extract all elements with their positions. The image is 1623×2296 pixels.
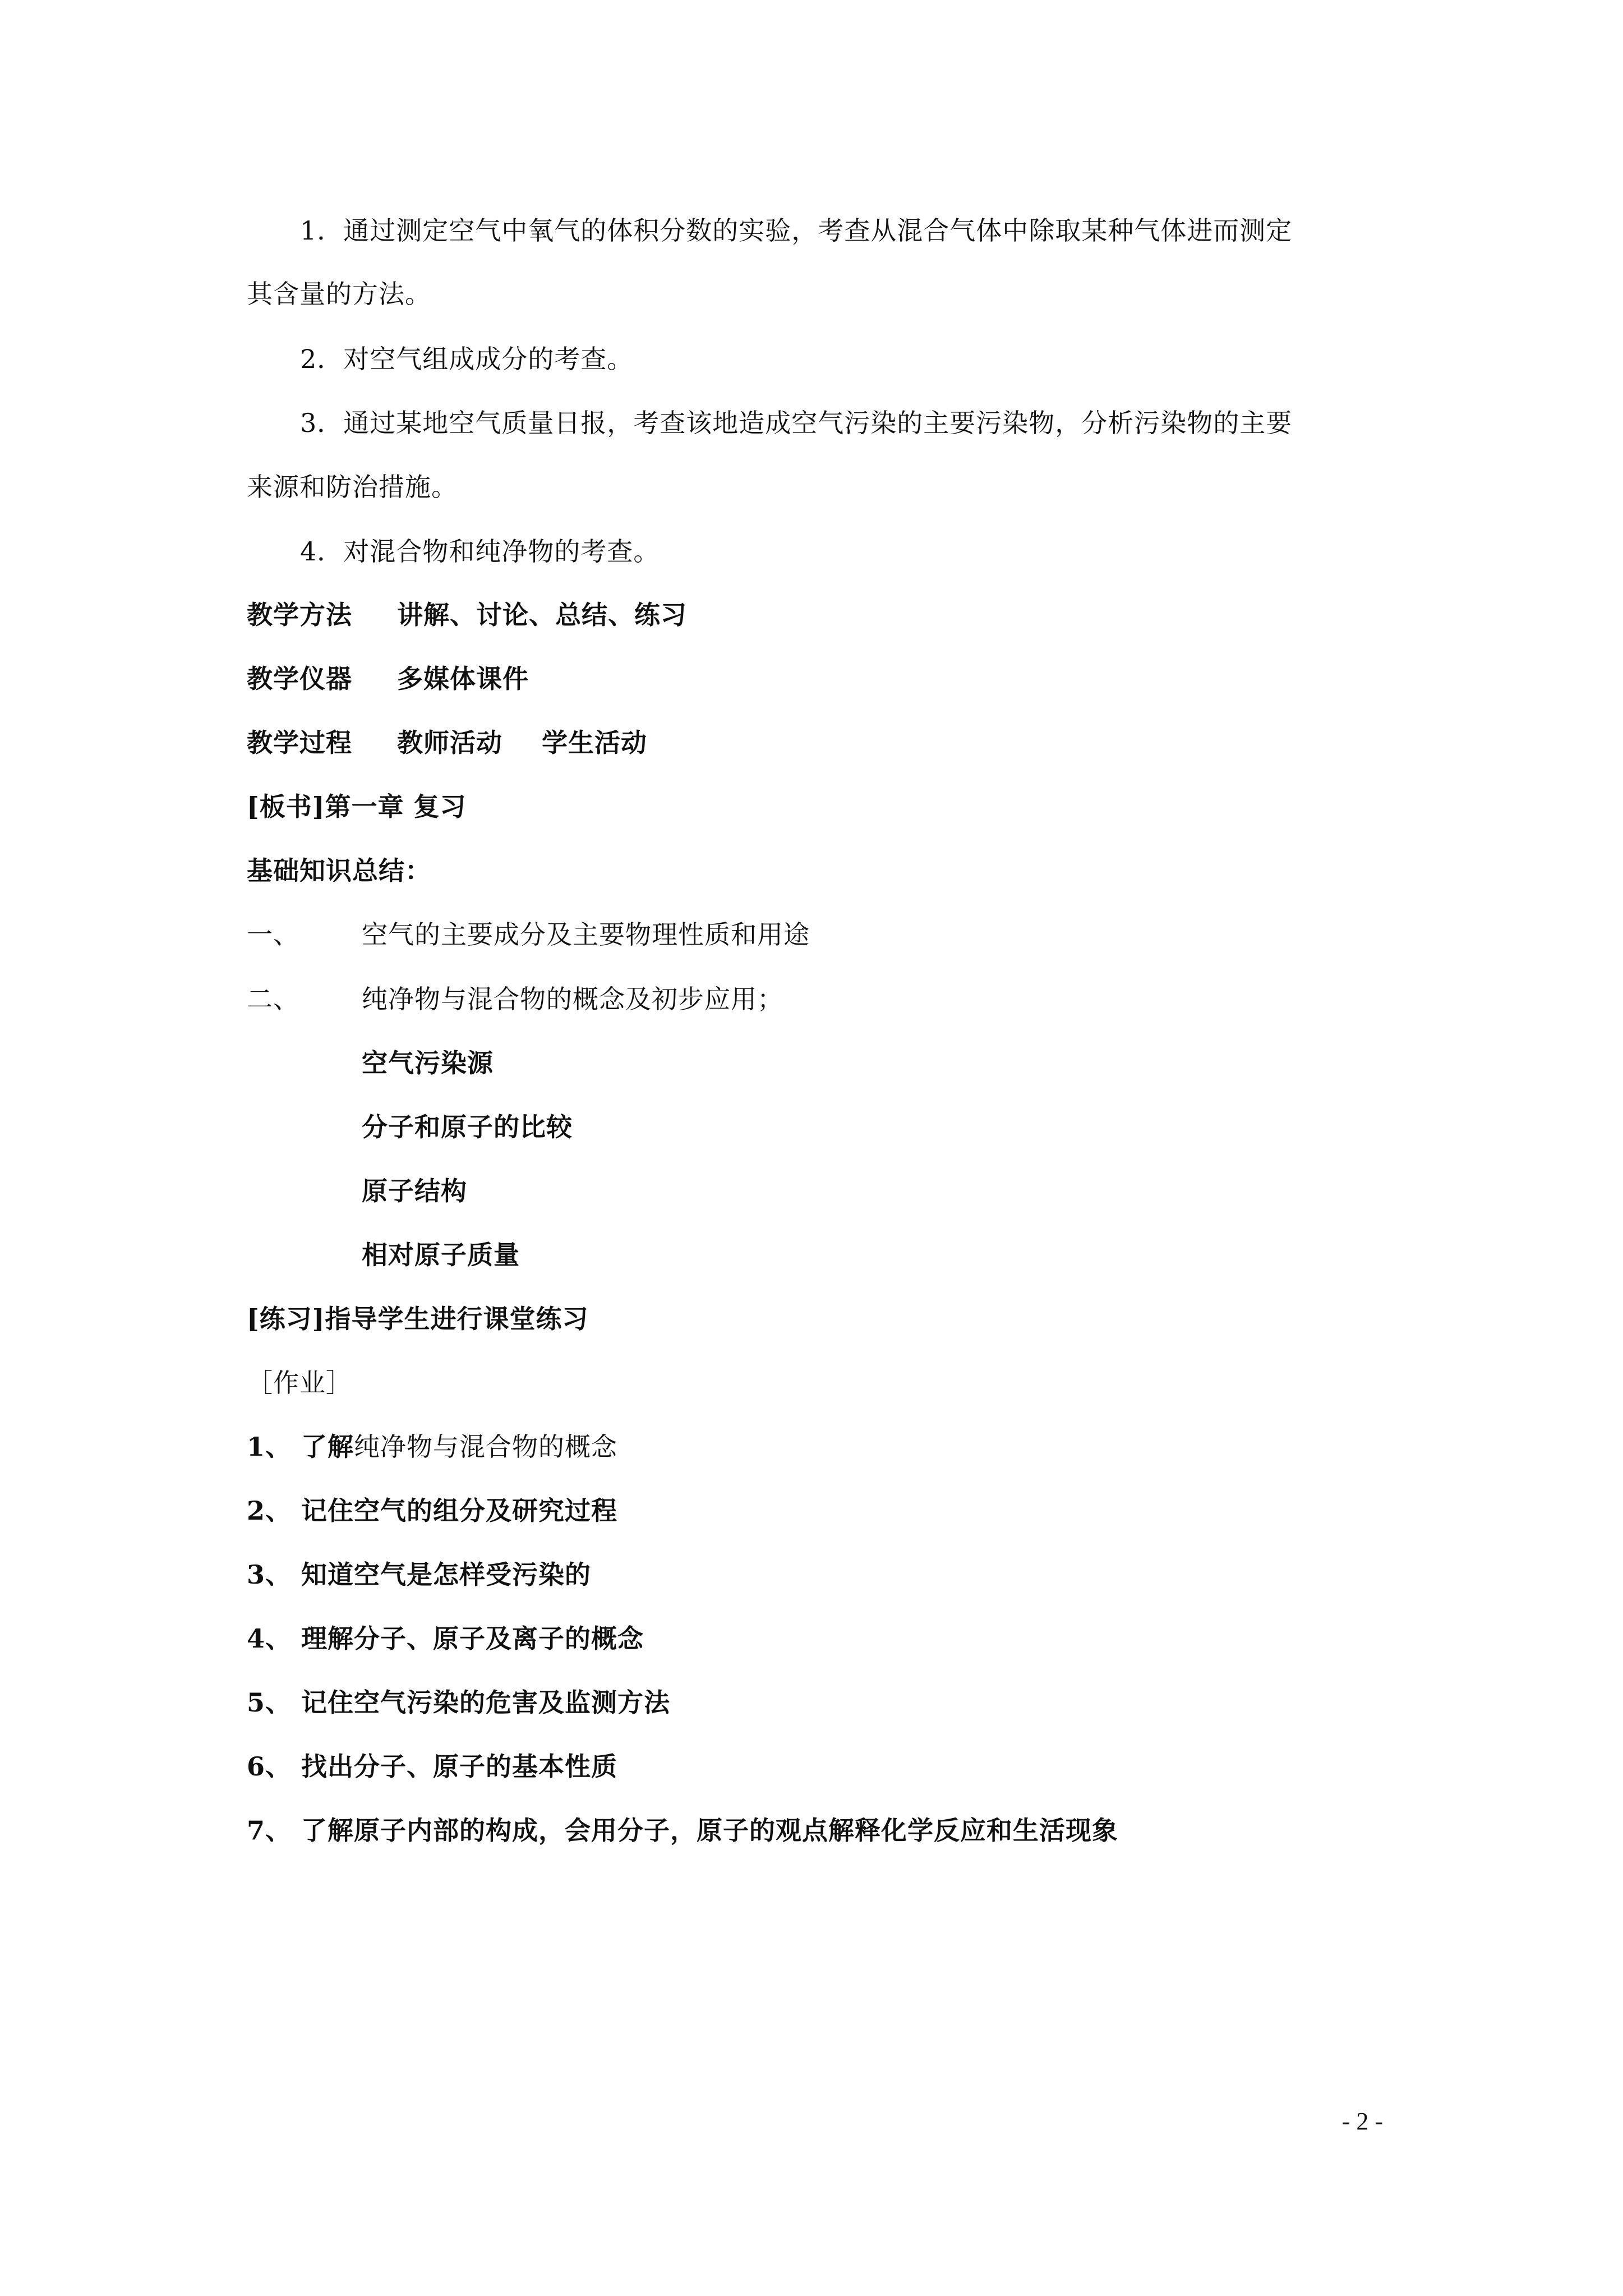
homework-item-3: 3、 知道空气是怎样受污染的 — [247, 1559, 592, 1590]
summary-subitem-1: 空气污染源 — [362, 1048, 494, 1078]
homework-item-1-plain: 纯净物与混合物的概念 — [354, 1432, 618, 1462]
teaching-instrument-value: 多媒体课件 — [397, 664, 529, 694]
objective-1-line-2: 其含量的方法。 — [247, 279, 431, 309]
teaching-method-value: 讲解、讨论、总结、练习 — [397, 600, 687, 630]
summary-subitem-3: 原子结构 — [362, 1176, 467, 1206]
objective-4: 4．对混合物和纯净物的考查。 — [300, 536, 660, 567]
summary-title: 基础知识总结： — [247, 855, 431, 886]
objective-2: 2．对空气组成成分的考查。 — [300, 344, 634, 374]
summary-item-1 — [247, 918, 810, 951]
summary-subitem-2: 分子和原子的比较 — [362, 1112, 573, 1142]
homework-item-4: 4、 理解分子、原子及离子的概念 — [247, 1623, 644, 1654]
summary-item-2-text: 纯净物与混合物的概念及初步应用； — [362, 984, 783, 1014]
summary-item-2 — [247, 982, 783, 1016]
objective-1-line-1: 1．通过测定空气中氧气的体积分数的实验，考查从混合气体中除取某种气体进而测定 — [300, 215, 1293, 246]
homework-item-6: 6、 找出分子、原子的基本性质 — [247, 1751, 618, 1782]
student-activity-label: 学生活动 — [542, 728, 647, 758]
teaching-instrument-row — [247, 662, 529, 696]
homework-title: ［作业］ — [247, 1368, 352, 1398]
teaching-method-row — [247, 598, 687, 632]
board-heading: [板书]第一章 复习 — [247, 792, 467, 822]
page-number: - 2 - — [1341, 2108, 1383, 2135]
teaching-instrument-label: 教学仪器 — [247, 664, 352, 694]
teaching-process-row — [247, 726, 647, 760]
homework-item-5: 5、 记住空气污染的危害及监测方法 — [247, 1687, 671, 1718]
summary-item-1-marker: 一、 — [247, 919, 299, 950]
homework-item-7: 7、 了解原子内部的构成，会用分子，原子的观点解释化学反应和生活现象 — [247, 1815, 1119, 1846]
homework-item-1 — [247, 1430, 617, 1464]
summary-item-2-marker: 二、 — [247, 984, 299, 1014]
teacher-activity-label: 教师活动 — [397, 728, 502, 758]
homework-item-2: 2、 记住空气的组分及研究过程 — [247, 1496, 618, 1526]
teaching-method-label: 教学方法 — [247, 600, 352, 630]
summary-subitem-4: 相对原子质量 — [362, 1240, 520, 1270]
homework-item-1-bold: 1、 了解 — [247, 1432, 354, 1462]
objective-3-line-2: 来源和防治措施。 — [247, 472, 458, 502]
teaching-process-label: 教学过程 — [247, 728, 352, 758]
practice-heading: [练习]指导学生进行课堂练习 — [247, 1304, 589, 1334]
objective-3-line-1: 3．通过某地空气质量日报，考查该地造成空气污染的主要污染物，分析污染物的主要 — [300, 408, 1293, 438]
summary-item-1-text: 空气的主要成分及主要物理性质和用途 — [362, 919, 810, 950]
